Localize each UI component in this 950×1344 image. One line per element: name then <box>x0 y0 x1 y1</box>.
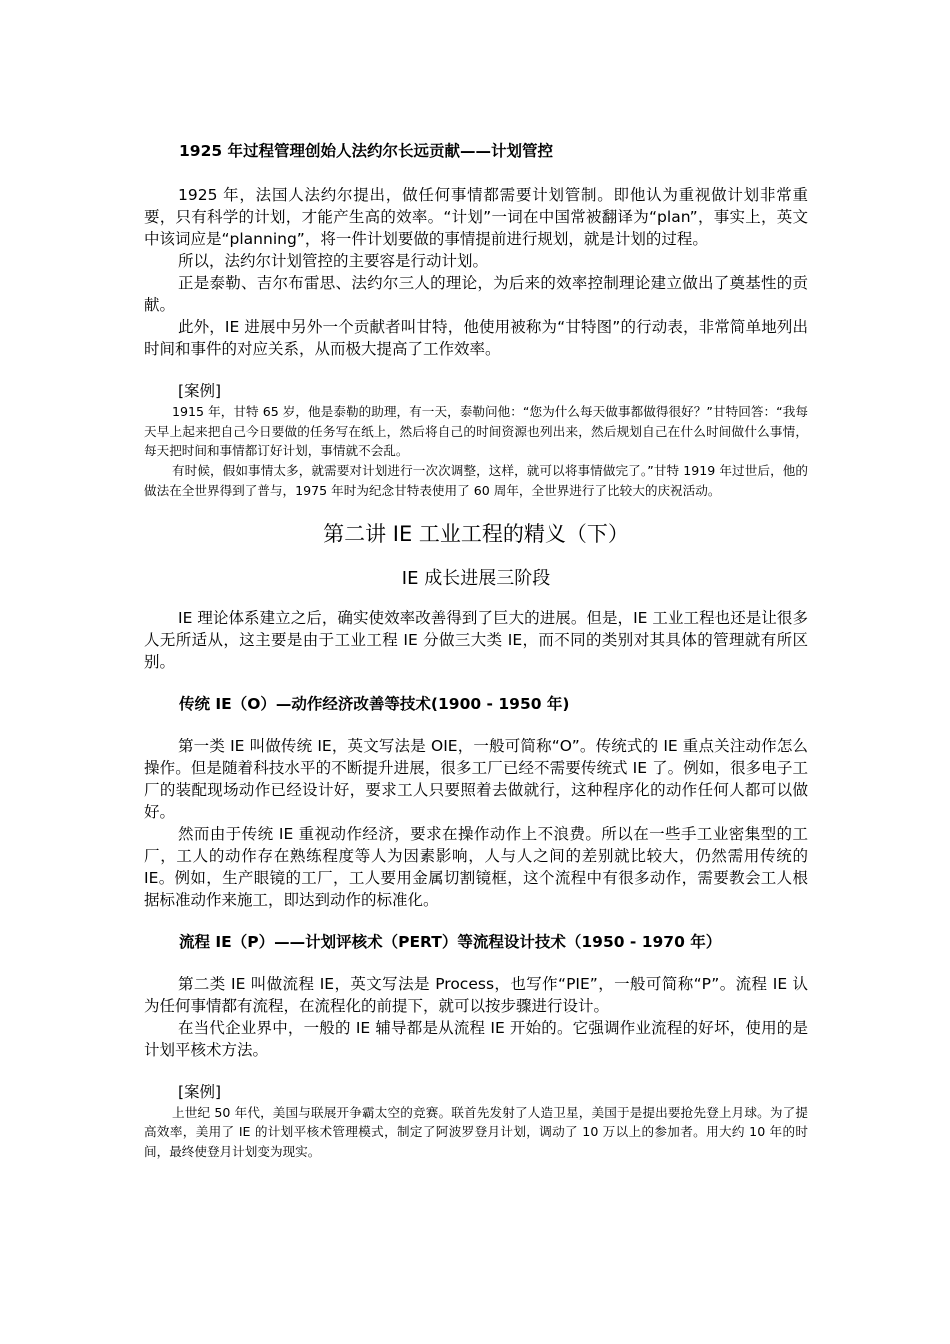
paragraph: 1925 年，法国人法约尔提出，做任何事情都需要计划管制。即他认为重视做计划非常重要，只有科学的计划，才能产生高的效率。“计划”一词在中国常被翻译为“plan”，事实上，英文中该词应是“planning”，将一件计划要做的事情提前进行规划，就是计划的过程。 <box>144 186 808 248</box>
case-label: [案例] <box>178 1082 222 1101</box>
paragraph: 第一类 IE 叫做传统 IE，英文写法是 OIE，一般可简称“O”。传统式的 IE 重点关注动作怎么操作。但是随着科技水平的不断提升进展，很多工厂已经不需要传统式 IE 了。例如，很多电子工厂的装配现场动作已经设计好，要求工人只要照着去做就行，这种程序化的动作任何人都可以做好。 <box>144 736 808 821</box>
lecture-title: 第二讲 IE 工业工程的精义（下） <box>323 521 629 546</box>
case-paragraph: 上世纪 50 年代，美国与联展开争霸太空的竞赛。联首先发射了人造卫星，美国于是提出要抢先登上月球。为了提高效率，美用了 IE 的计划平核术管理模式，制定了阿波罗登月计划，调动了 10 万以上的参加者。用大约 10 年的时间，最终使登月计划变为现实。 <box>144 1104 808 1159</box>
case-label: [案例] <box>178 382 222 400</box>
paragraph: 正是泰勒、吉尔布雷思、法约尔三人的理论，为后来的效率控制理论建立做出了奠基性的贡献。 <box>144 274 808 314</box>
section-title-process-ie: 流程 IE（P）——计划评核术（PERT）等流程设计技术（1950 - 1970 年） <box>179 932 722 951</box>
paragraph: 然而由于传统 IE 重视动作经济，要求在操作动作上不浪费。所以在一些手工业密集型的工厂，工人的动作存在熟练程度等人为因素影响，人与人之间的差别就比较大，仍然需用传统的 IE。例如，生产眼镜的工厂，工人要用金属切割镜框，这个流程中有很多动作，需要教会工人根据标准动作来施工，即达到动作的标准化。 <box>144 824 808 909</box>
paragraph: 所以，法约尔计划管控的主要容是行动计划。 <box>178 252 489 270</box>
section-title-traditional-ie: 传统 IE（O）—动作经济改善等技术(1900 - 1950 年) <box>179 694 570 713</box>
paragraph: IE 理论体系建立之后，确实使效率改善得到了巨大的进展。但是，IE 工业工程也还是让很多人无所适从，这主要是由于工业工程 IE 分做三大类 IE，而不同的类别对其具体的管理就有所区别。 <box>144 608 808 671</box>
document-page <box>144 140 808 1162</box>
case-paragraph: 1915 年，甘特 65 岁，他是泰勒的助理，有一天，泰勒问他：“您为什么每天做事都做得很好？”甘特回答：“我每天早上起来把自己今日要做的任务写在纸上，然后将自己的时间资源也列出来，然后规划自己在什么时间做什么事情，每天把时间和事情都订好计划，事情就不会乱。 <box>144 404 808 459</box>
section-title-fayol: 1925 年过程管理创始人法约尔长远贡献——计划管控 <box>179 142 554 160</box>
paragraph: 此外，IE 进展中另外一个贡献者叫甘特，他使用被称为“甘特图”的行动表，非常简单地列出时间和事件的对应关系，从而极大提高了工作效率。 <box>144 318 808 358</box>
paragraph: 第二类 IE 叫做流程 IE，英文写法是 Process，也写作“PIE”，一般可简称“P”。流程 IE 认为任何事情都有流程，在流程化的前提下，就可以按步骤进行设计。 <box>144 974 808 1015</box>
paragraph: 在当代企业界中，一般的 IE 辅导都是从流程 IE 开始的。它强调作业流程的好坏，使用的是计划平核术方法。 <box>144 1018 808 1059</box>
lecture-subtitle: IE 成长进展三阶段 <box>401 567 551 589</box>
case-paragraph: 有时候，假如事情太多，就需要对计划进行一次次调整，这样，就可以将事情做完了。”甘特 1919 年过世后，他的做法在全世界得到了普与，1975 年时为纪念甘特表使用了 60 周年，全世界进行了比较大的庆祝活动。 <box>144 463 808 498</box>
